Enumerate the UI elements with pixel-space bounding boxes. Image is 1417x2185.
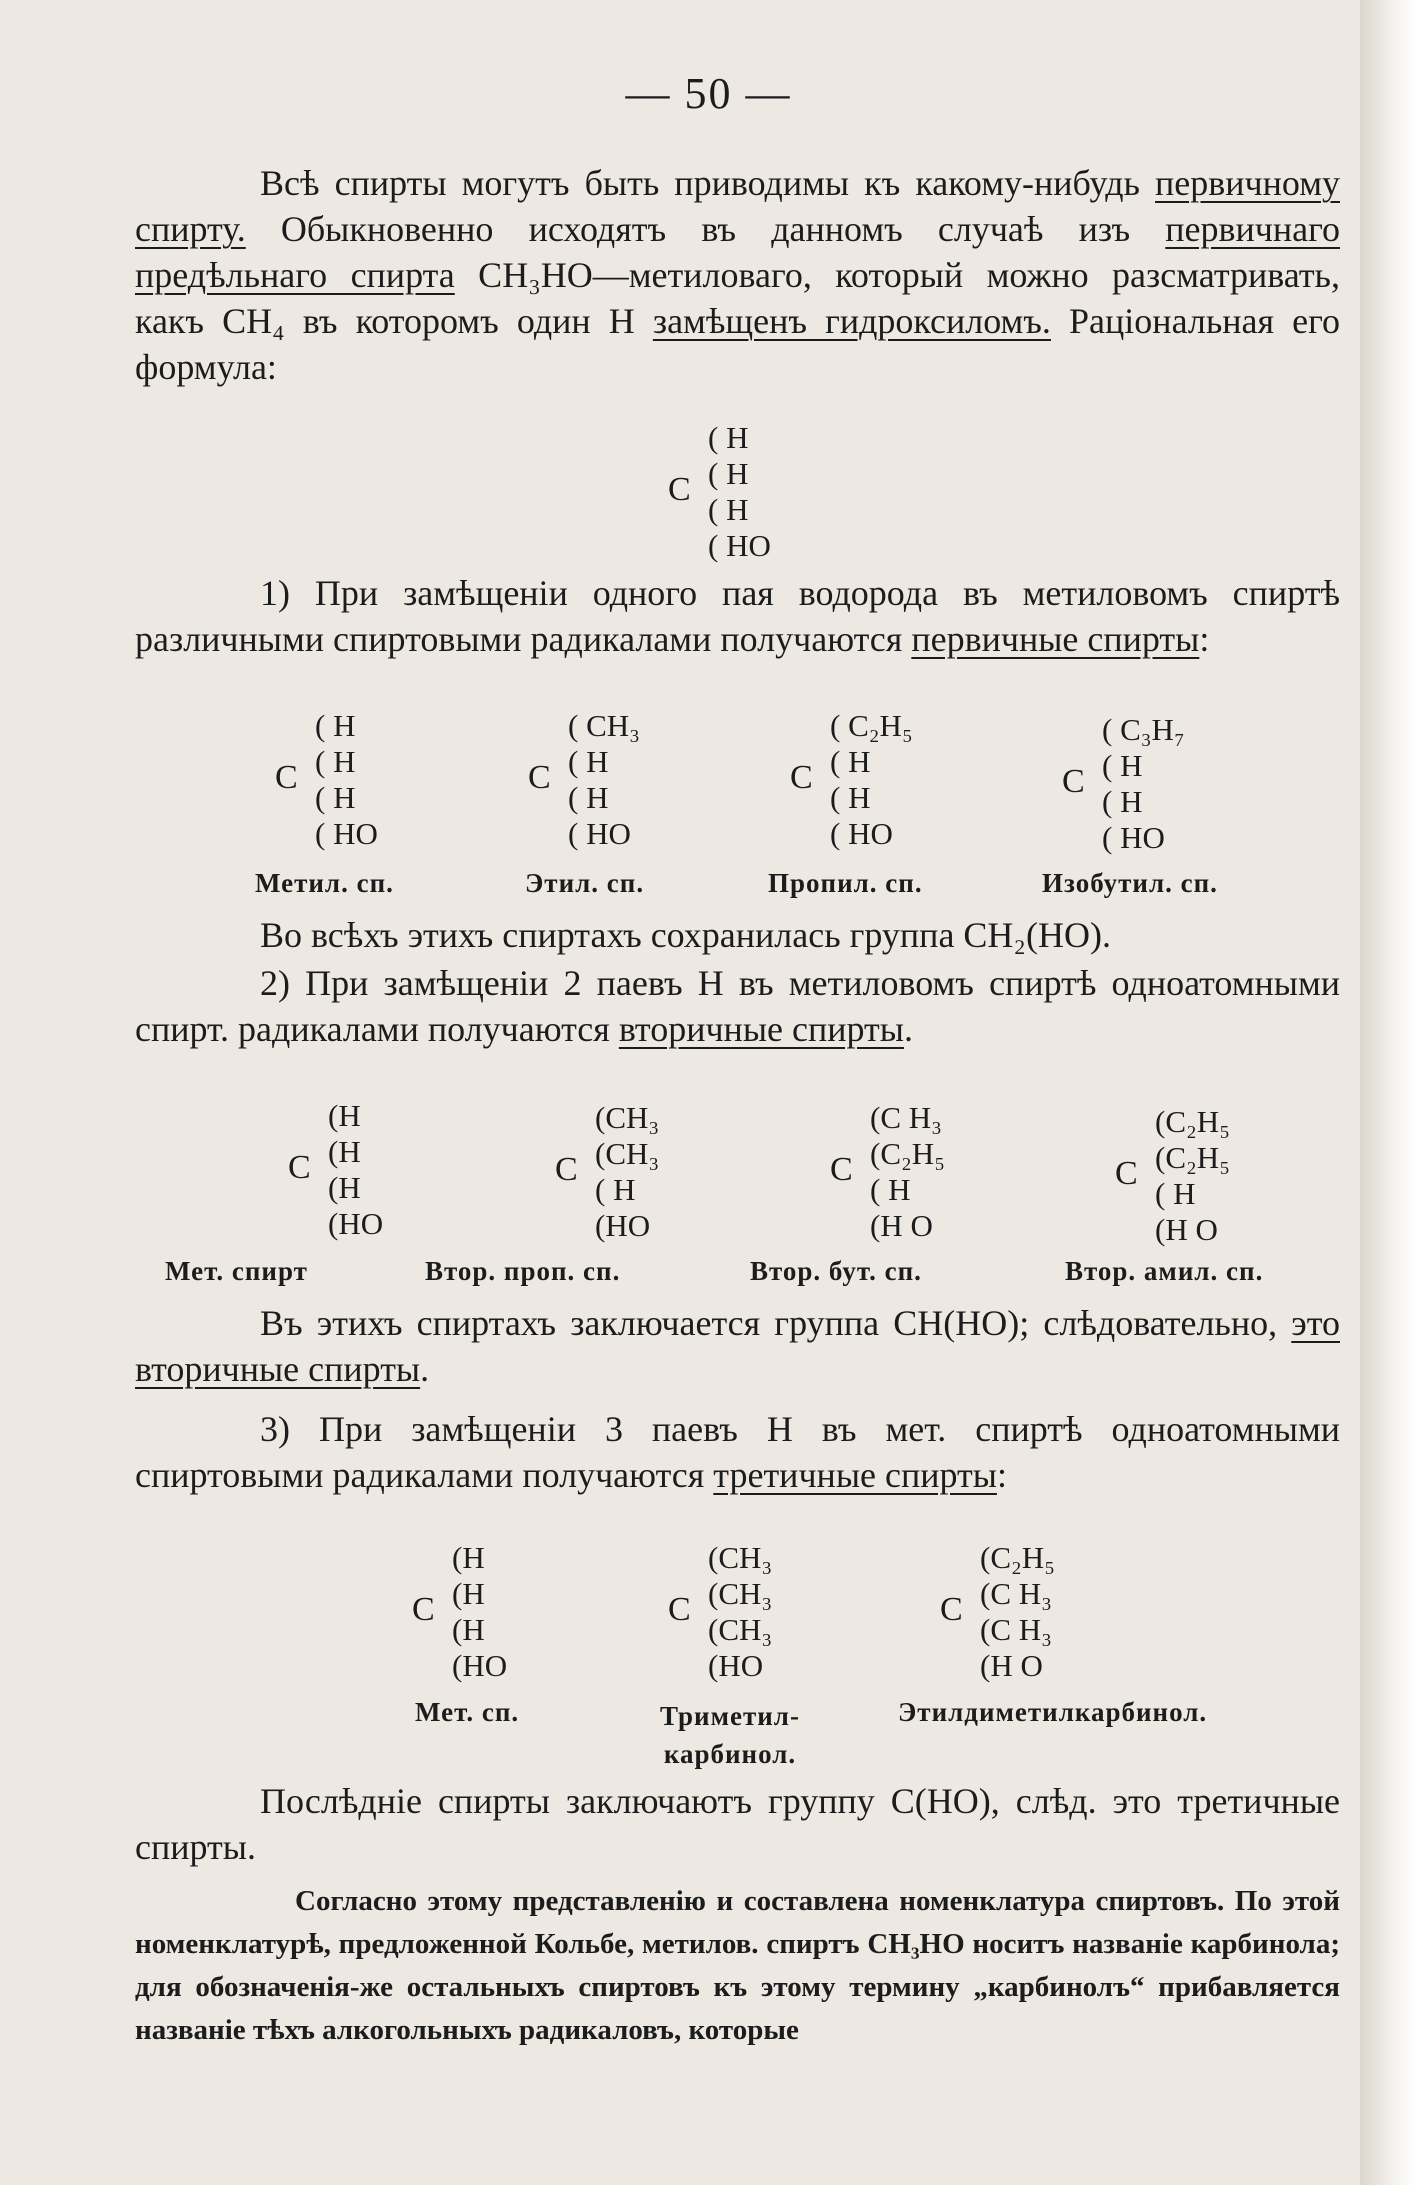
caption-3-1: Триметил- карбинол. [660, 1701, 800, 1769]
caption-1-2: Пропил. сп. [768, 868, 923, 898]
section-1-conclusion: Во всѣхъ этихъ спиртахъ сохранилась группа СН₂(НО). [260, 915, 1111, 955]
caption-1-0: Метил. сп. [255, 868, 394, 898]
caption-1-3: Изобутил. сп. [1042, 868, 1218, 898]
book-page: — 50 — Всѣ спирты могутъ быть приводимы къ какому-нибудь первичному спирту. Обыкновенно исходятъ въ данномъ случаѣ изъ первичнаго предѣльнаго спирта СН₃НО—метиловаго, который можно разсматривать, какъ СН₄ въ которомъ один Н замѣщенъ гидроксиломъ. Раціональная его формула: C ( H ( H ( H ( HO 1) При замѣщеніи одного пая водорода въ метиловомъ спиртѣ различными спиртовыми радикалами получаются первичные спирты: C ( H ( H ( H ( HO C ( CH₃ ( H ( H ( HO C ( C₂H₅ ( H ( H ( HO C ( C₃H₇ ( H ( H ( HO Метил. сп. Этил. сп. Пропил. сп. Изобутил. сп. Во всѣхъ этихъ спиртахъ сохранилась группа СН₂(НО). 2) При замѣщеніи 2 паевъ Н въ метиловомъ спиртѣ одноатомными спирт. радикалами получаются вторичные спирты. C (H (H (H (HO C (CH₃ (CH₃ ( H (HO C (C H₃ (C₂H₅ ( H (H O C (C₂H₅ (C₂H₅ ( H (H O Мет. спирт Втор. проп. сп. Втор. бут. сп. Втор. амил. сп. Въ этихъ спиртахъ заключается группа СН(НО); слѣдовательно, это вторичные спирты. 3) При замѣщеніи 3 паевъ Н въ мет. спиртѣ одноатомными спиртовыми радикалами получаются третичные спирты: C (H (H (H (HO C (CH₃ (CH₃ (CH₃ (HO C (C₂H₅ (C H₃ (C H₃ (H O Мет. сп. Триметил- карбинол. Этилдиметилкарбинол. Послѣдніе спирты заключаютъ группу С(НО), слѣд. это третичные спирты. Согласно этому представленію и составлена номенклатура спиртовъ. По этой номенклатурѣ, предложенной Кольбе, метилов. спиртъ СН₃НО носитъ названіе карбинола; для обозначенія-же остальныхъ спиртовъ къ этому термину „карбинолъ“ прибавляется названіе тѣхъ алкогольныхъ радикаловъ, которые [0, 0, 1417, 2185]
caption-3-3: Этилдиметилкарбинол. [898, 1697, 1208, 1727]
section-3-conclusion: Послѣдніе спирты заключаютъ группу С(НО), слѣд. это третичные спирты. [135, 1781, 1340, 1867]
caption-1-1: Этил. сп. [525, 868, 645, 898]
intro-paragraph: Всѣ спирты могутъ быть приводимы къ какому-нибудь первичному спирту. Обыкновенно исходятъ въ данномъ случаѣ изъ первичнаго предѣльнаго спирта СН₃НО—метиловаго, который можно разсматривать, какъ СН₄ въ которомъ один Н замѣщенъ гидроксиломъ. Раціональная его формула: [135, 163, 1340, 387]
caption-3-0: Мет. сп. [415, 1697, 520, 1727]
caption-2-2: Втор. бут. сп. [750, 1256, 922, 1286]
section-2-paragraph: 2) При замѣщеніи 2 паевъ Н въ метиловомъ спиртѣ одноатомными спирт. радикалами получаются вторичные спирты. [135, 963, 1340, 1049]
page-edge-shadow [1360, 0, 1417, 2185]
caption-2-1: Втор. проп. сп. [425, 1256, 621, 1286]
caption-2-3: Втор. амил. сп. [1065, 1256, 1264, 1286]
page-number: — 50 — [625, 69, 792, 118]
section-2-conclusion: Въ этихъ спиртахъ заключается группа СН(НО); слѣдовательно, это вторичные спирты. [135, 1303, 1340, 1389]
section-3-paragraph: 3) При замѣщеніи 3 паевъ Н въ мет. спиртѣ одноатомными спиртовыми радикалами получаются третичные спирты: [135, 1409, 1340, 1495]
section-1-paragraph: 1) При замѣщеніи одного пая водорода въ метиловомъ спиртѣ различными спиртовыми радикалами получаются первичные спирты: [135, 573, 1340, 659]
caption-2-0: Мет. спирт [165, 1256, 308, 1286]
nomenclature-paragraph: Согласно этому представленію и составлена номенклатура спиртовъ. По этой номенклатурѣ, предложенной Кольбе, метилов. спиртъ СН₃НО носитъ названіе карбинола; для обозначенія-же остальныхъ спиртовъ къ этому термину „карбинолъ“ прибавляется названіе тѣхъ алкогольныхъ радикаловъ, которые [135, 1885, 1340, 2046]
